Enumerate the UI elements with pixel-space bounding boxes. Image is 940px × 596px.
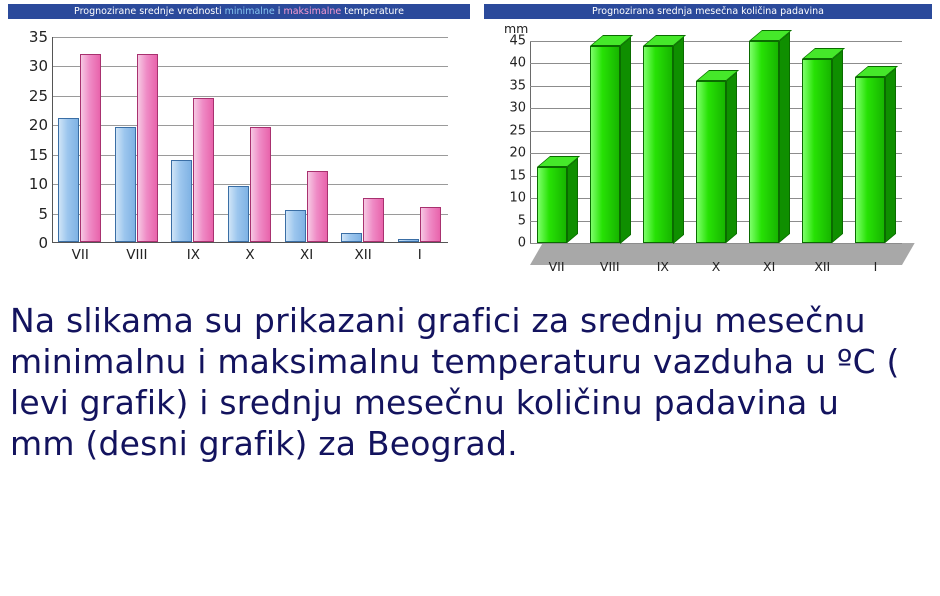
gridline: [530, 63, 902, 64]
temperature-axes: [28, 28, 448, 252]
temperature-x-axis-labels: [52, 247, 448, 269]
x-axis-tick-label: VII: [548, 259, 565, 274]
x-axis-tick-label: I: [873, 259, 878, 274]
y-axis-tick-label: 10: [28, 175, 48, 194]
bar-max-VII: [80, 54, 101, 242]
gridline: [53, 66, 448, 67]
bar-face: [643, 46, 673, 244]
y-axis-tick-label: 20: [509, 145, 526, 161]
temperature-chart-panel: [8, 4, 470, 286]
bar-precip-VIII: [590, 46, 620, 244]
bar-side: [885, 68, 896, 243]
x-axis-tick-label: IX: [656, 259, 669, 274]
title-text-minimalne: minimalne: [224, 6, 275, 17]
y-axis-tick-label: 35: [28, 28, 48, 46]
bar-precip-X: [696, 81, 726, 243]
precipitation-unit-label: mm: [504, 21, 529, 36]
bar-face: [537, 167, 567, 243]
bar-face: [855, 77, 885, 243]
y-axis-tick-label: 10: [509, 190, 526, 206]
y-axis-tick-label: 0: [38, 234, 48, 252]
bar-precip-IX: [643, 46, 673, 244]
x-axis-tick-label: I: [417, 247, 422, 263]
y-axis-tick-label: 40: [509, 55, 526, 71]
bar-face: [802, 59, 832, 243]
gridline: [530, 41, 902, 42]
bar-side: [832, 50, 843, 243]
bar-min-XI: [285, 210, 306, 242]
gridline: [53, 96, 448, 97]
y-axis-tick-label: 5: [517, 213, 526, 229]
x-axis-tick-label: VII: [71, 247, 89, 263]
bar-min-VII: [58, 118, 79, 242]
bar-side: [567, 157, 578, 243]
x-axis-tick-label: IX: [186, 247, 201, 263]
y-axis-tick-label: 15: [509, 168, 526, 184]
x-axis-tick-label: X: [245, 247, 255, 263]
temperature-chart-title: [8, 4, 470, 19]
bar-min-XII: [341, 233, 362, 242]
bar-min-IX: [171, 160, 192, 242]
gridline: [53, 37, 448, 38]
bar-precip-XII: [802, 59, 832, 243]
x-axis-tick-label: VIII: [599, 259, 620, 274]
bar-max-IX: [193, 98, 214, 242]
bar-side: [726, 72, 737, 243]
y-axis-tick-label: 25: [28, 86, 48, 105]
bar-precip-VII: [537, 167, 567, 243]
y-axis-tick-label: 35: [509, 78, 526, 94]
y-axis-tick-label: 30: [28, 57, 48, 76]
title-text-maksimalne: maksimalne: [283, 6, 342, 17]
y-axis-tick-label: 20: [28, 116, 48, 135]
x-axis-tick-label: VIII: [126, 247, 148, 263]
y-axis-tick-label: 30: [509, 100, 526, 116]
y-axis-tick-label: 5: [38, 204, 48, 223]
bar-max-I: [420, 207, 441, 242]
gridline: [53, 125, 448, 126]
x-axis-tick-label: XI: [763, 259, 776, 274]
caption-text: Na slikama su prikazani grafici za srednju mesečnu minimalnu i maksimalnu temperaturu vazduha u ºC ( levi grafik) i srednju mesečnu količinu padavina u mm (desni grafik) za Beograd.: [10, 301, 900, 463]
bar-precip-I: [855, 77, 885, 243]
y-axis-tick-label: 25: [509, 123, 526, 139]
x-axis-tick-label: XII: [354, 247, 372, 263]
y-axis-tick-label: 0: [517, 235, 526, 251]
bar-min-I: [398, 239, 419, 242]
y-axis-tick-label: 15: [28, 145, 48, 164]
temperature-plot-area: [8, 19, 470, 286]
gridline: [530, 243, 902, 244]
title-text-part1: Prognozirane srednje vrednosti: [74, 6, 225, 17]
bar-face: [590, 46, 620, 244]
precipitation-axes: [509, 33, 902, 251]
x-axis-tick-label: XI: [299, 247, 314, 263]
y-axis-tick-label: 45: [509, 33, 526, 49]
bar-max-VIII: [137, 54, 158, 242]
x-axis-tick-label: X: [711, 259, 721, 274]
title-text-conj: i: [274, 6, 284, 17]
bar-min-X: [228, 186, 249, 242]
bar-side: [673, 36, 684, 243]
x-axis-tick-label: XII: [814, 259, 831, 274]
bar-precip-XI: [749, 41, 779, 243]
bar-min-VIII: [115, 127, 136, 242]
bar-max-X: [250, 127, 271, 242]
bar-max-XII: [363, 198, 384, 242]
precipitation-plot-area: [484, 19, 932, 286]
precipitation-chart-title: Prognozirana srednja mesečna količina padavina: [484, 4, 932, 19]
precipitation-chart-panel: [484, 4, 932, 286]
bar-side: [620, 36, 631, 243]
bar-face: [749, 41, 779, 243]
bar-max-XI: [307, 171, 328, 242]
title-text-part2: temperature: [341, 6, 404, 17]
bar-face: [696, 81, 726, 243]
bar-side: [779, 32, 790, 243]
precipitation-x-axis-labels: [530, 259, 902, 281]
